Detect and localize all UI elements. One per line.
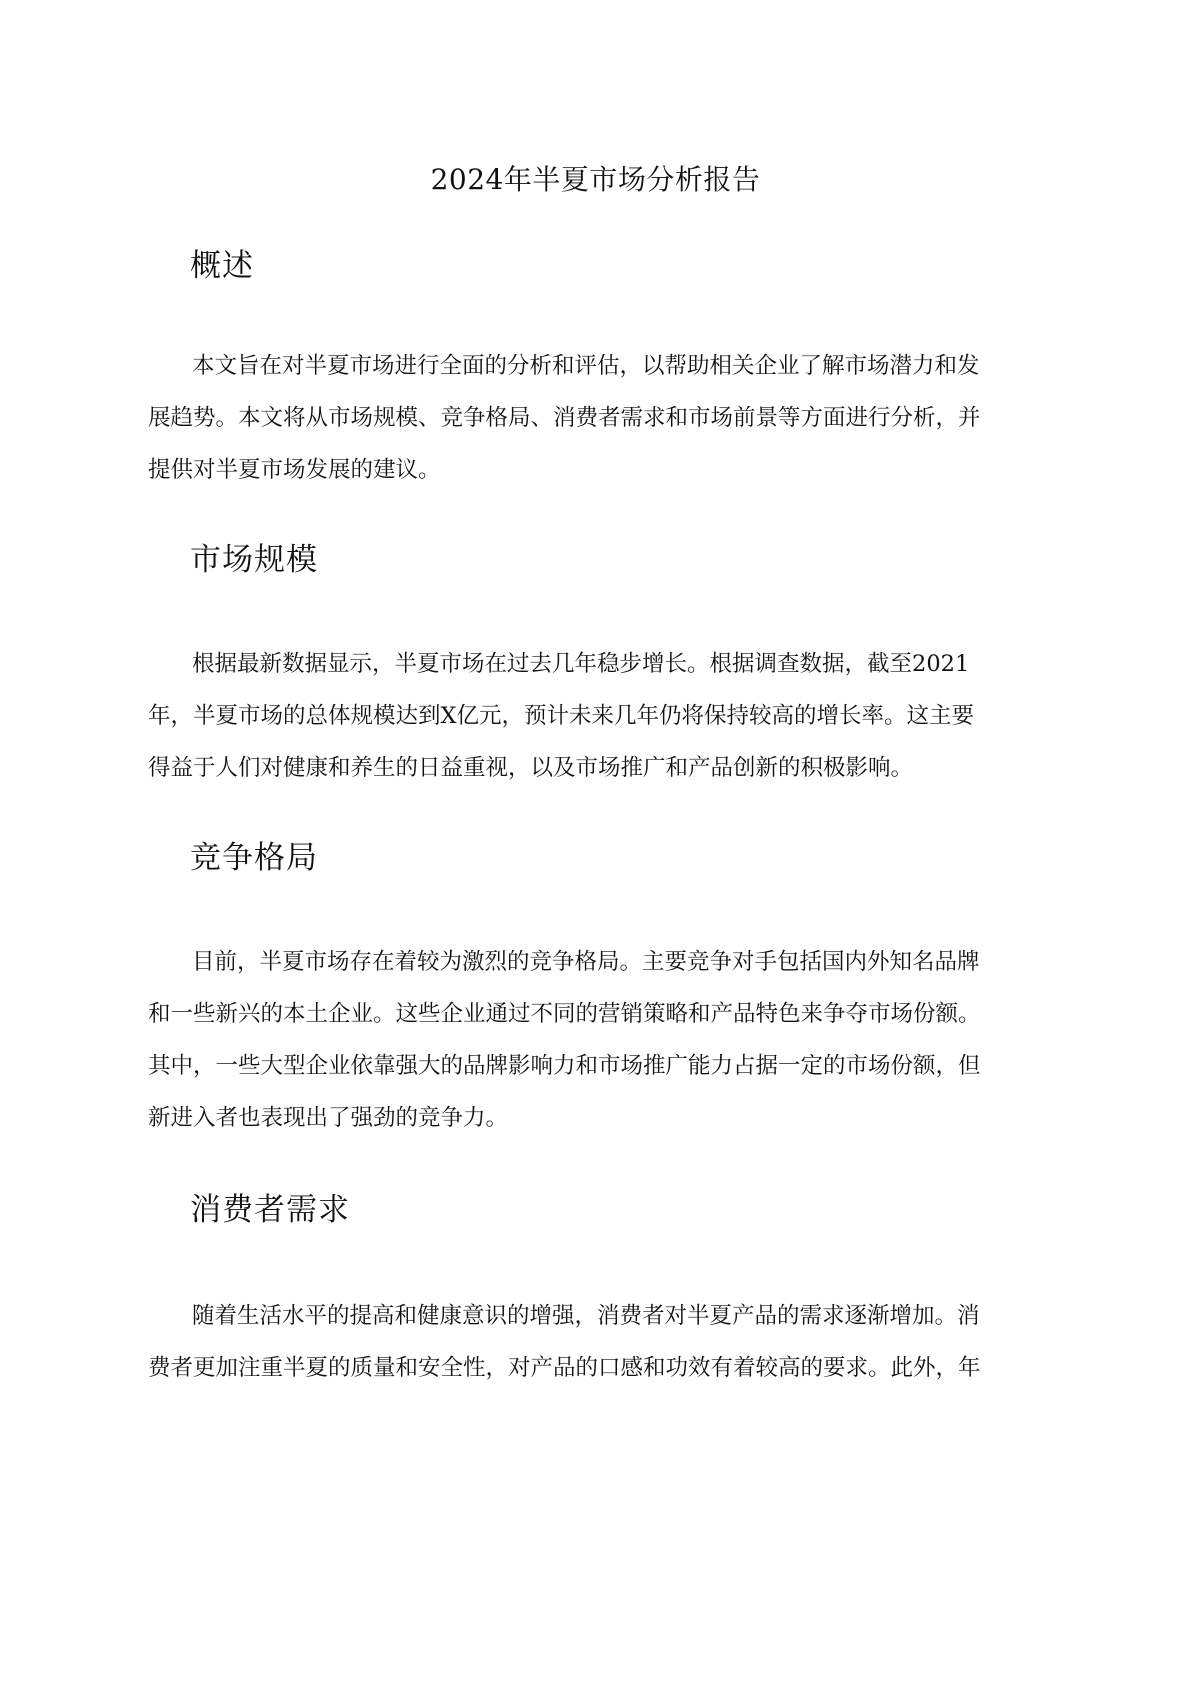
paragraph-line: 提供对半夏市场发展的建议。 (148, 457, 441, 483)
paragraph-line: 目前，半夏市场存在着较为激烈的竞争格局。主要竞争对手包括国内外知名品牌 (192, 949, 980, 975)
paragraph-line: 本文旨在对半夏市场进行全面的分析和评估，以帮助相关企业了解市场潜力和发 (192, 353, 980, 379)
paragraph-line: 其中，一些大型企业依靠强大的品牌影响力和市场推广能力占据一定的市场份额，但 (148, 1053, 981, 1079)
paragraph-line: 根据最新数据显示，半夏市场在过去几年稳步增长。根据调查数据，截至2021 (192, 651, 970, 677)
paragraph-line: 费者更加注重半夏的质量和安全性，对产品的口感和功效有着较高的要求。此外，年 (148, 1355, 981, 1381)
section-heading-market-size: 市场规模 (190, 542, 318, 578)
section-heading-competition: 竞争格局 (190, 840, 318, 876)
section-heading-consumer-demand: 消费者需求 (190, 1192, 350, 1228)
paragraph-line: 展趋势。本文将从市场规模、竞争格局、消费者需求和市场前景等方面进行分析，并 (148, 405, 981, 431)
section-paragraph-competition (148, 936, 1048, 1144)
paragraph-line: 年，半夏市场的总体规模达到X亿元，预计未来几年仍将保持较高的增长率。这主要 (148, 703, 975, 729)
section-paragraph-market-size (148, 638, 1048, 794)
section-paragraph-consumer-demand (148, 1290, 1048, 1394)
document-title: 2024年半夏市场分析报告 (430, 163, 761, 196)
section-heading-overview: 概述 (190, 248, 254, 284)
paragraph-line: 得益于人们对健康和养生的日益重视，以及市场推广和产品创新的积极影响。 (148, 755, 914, 781)
paragraph-line: 和一些新兴的本土企业。这些企业通过不同的营销策略和产品特色来争夺市场份额。 (148, 1001, 981, 1027)
paragraph-line: 随着生活水平的提高和健康意识的增强，消费者对半夏产品的需求逐渐增加。消 (192, 1303, 980, 1329)
section-paragraph-overview (148, 340, 1048, 496)
paragraph-line: 新进入者也表现出了强劲的竞争力。 (148, 1105, 509, 1131)
